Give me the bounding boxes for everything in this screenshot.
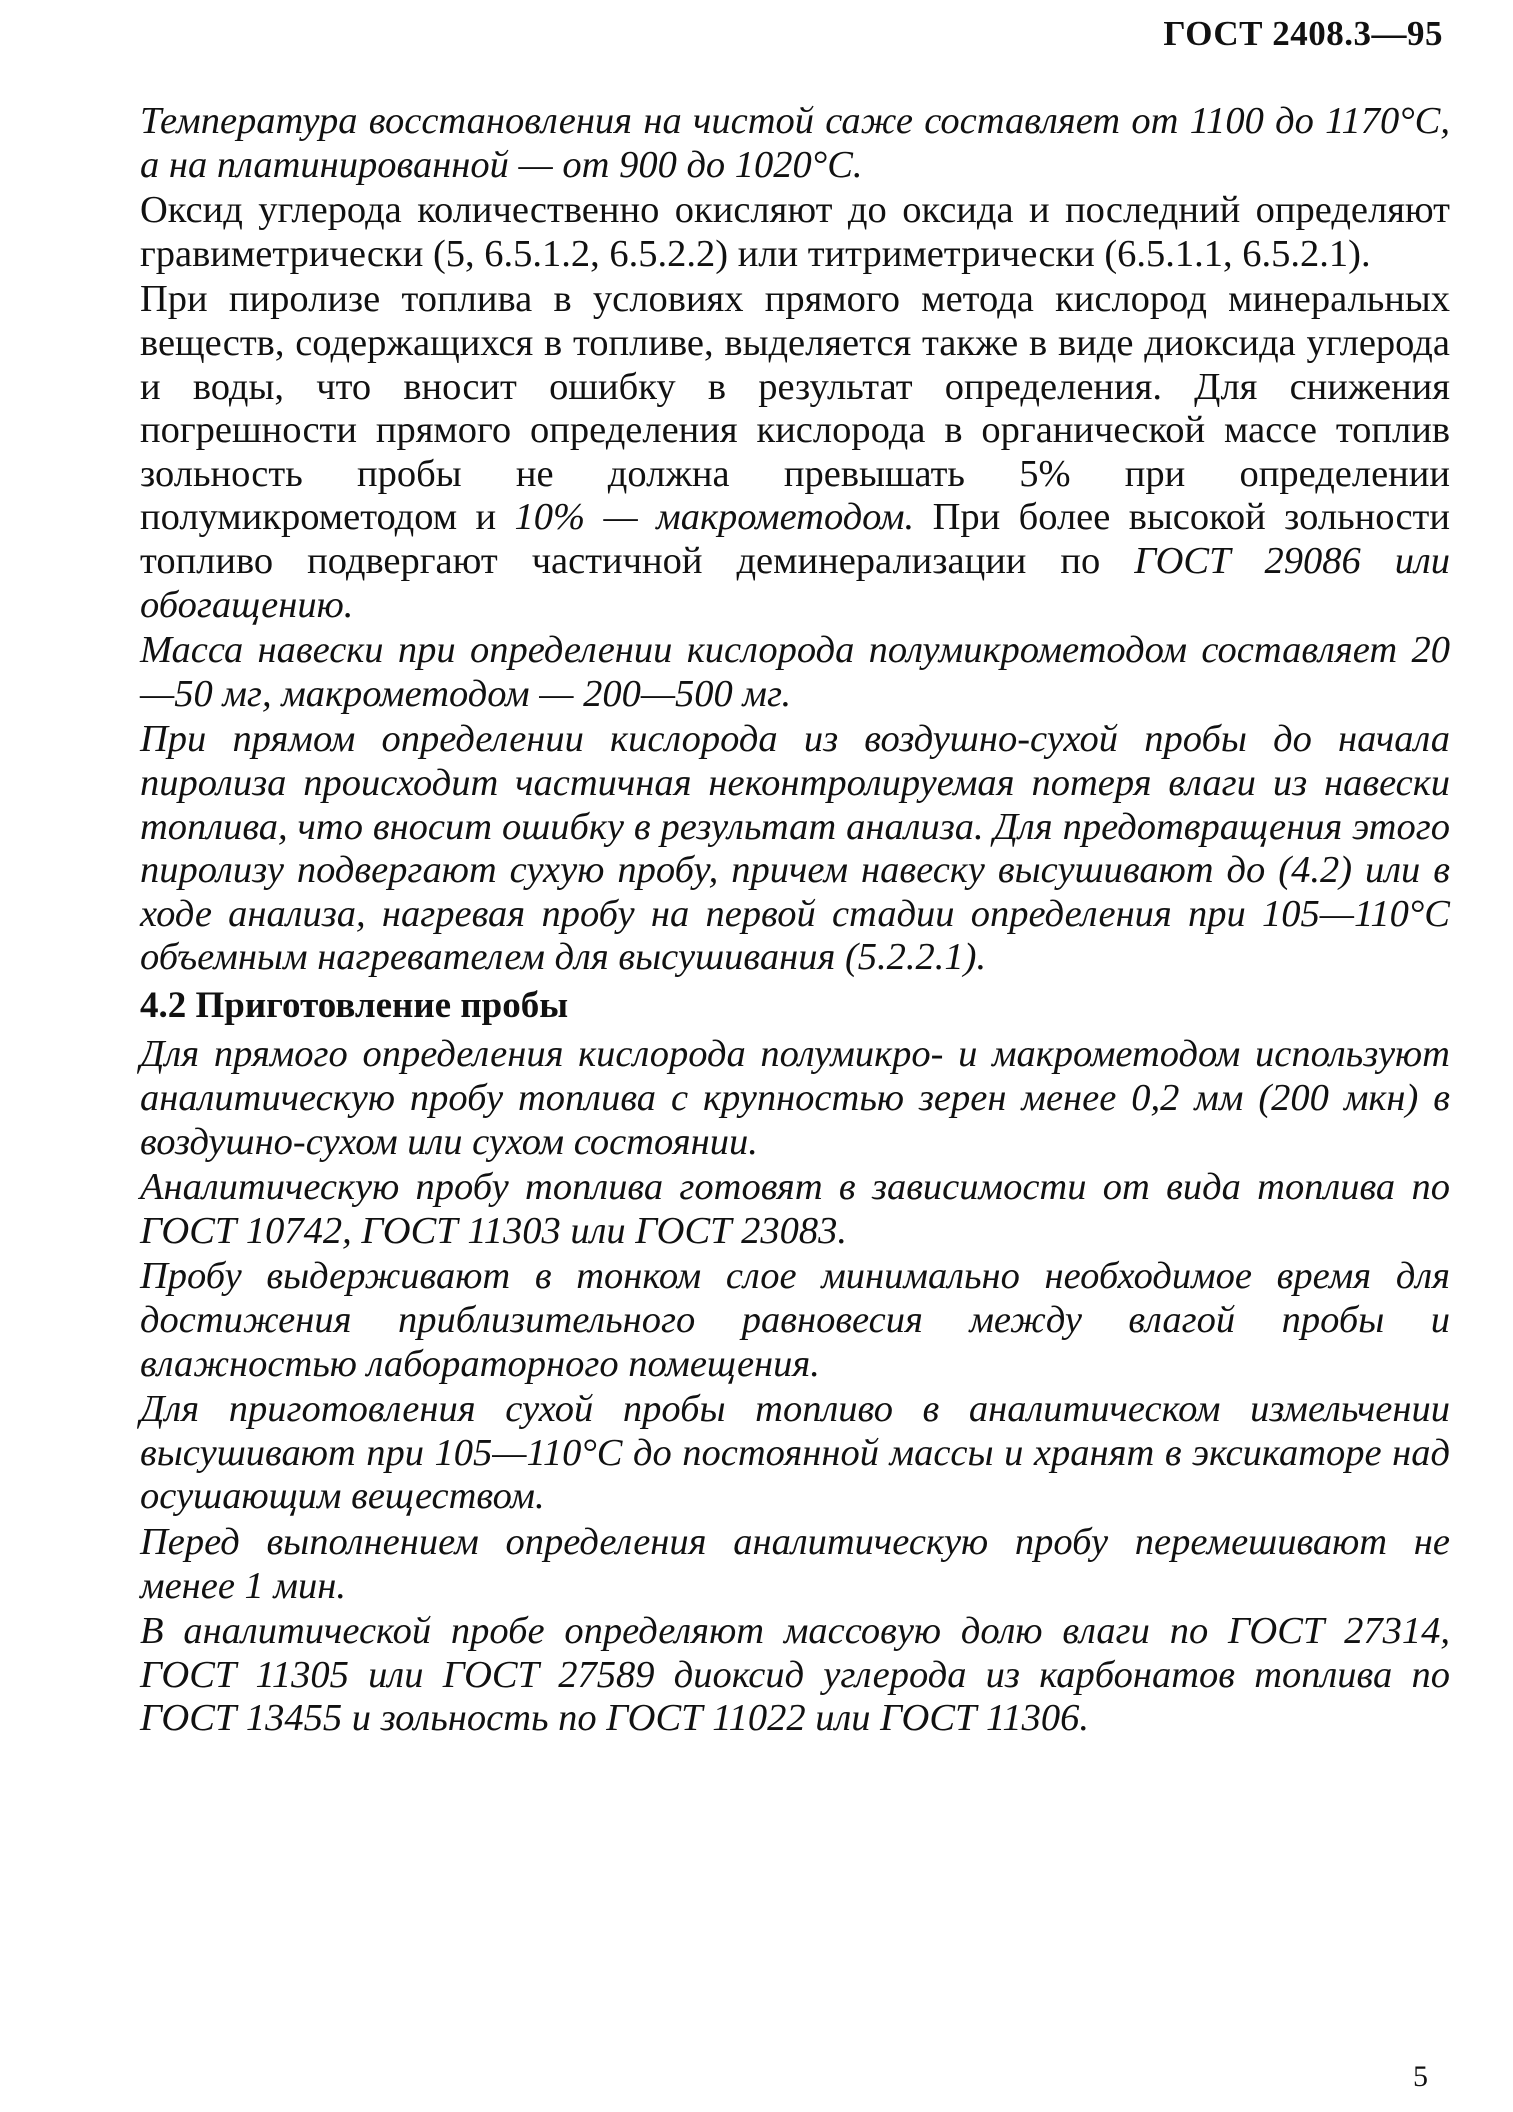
paragraph-carbon-oxide: Оксид углерода количественно окисляют до оксида и последний определяют гравиметрически (5, 6.5.1.2, 6.5.2.2) или титриметрически (6.5.1.1, 6.5.2.1). [140,189,1450,275]
paragraph-sample-mass: Масса навески при определении кислорода полумикрометодом составляет 20—50 мг, макрометодом — 200—500 мг. [140,629,1450,715]
paragraph-mixing: Перед выполнением определения аналитическую пробу перемешивают не менее 1 мин. [140,1521,1450,1607]
document-body [140,100,1450,1741]
paragraph-sample-preparation: Аналитическую пробу топлива готовят в зависимости от вида топлива по ГОСТ 10742, ГОСТ 11303 или ГОСТ 23083. [140,1166,1450,1252]
pyrolysis-text-3: При более высокой зольности топливо подвергают частичной деминерализации по [140,496,1450,582]
paragraph-moisture-determination: В аналитической пробе определяют массовую долю влаги по ГОСТ 27314, ГОСТ 11305 или ГОСТ 27589 диоксид углерода из карбонатов топлива по ГОСТ 13455 и зольность по ГОСТ 11022 или ГОСТ 11306. [140,1610,1450,1740]
paragraph-reduction-temperature: Температура восстановления на чистой саже составляет от 1100 до 1170°С, а на платинированной — от 900 до 1020°С. [140,100,1450,186]
paragraph-equilibrium: Пробу выдерживают в тонком слое минимально необходимое время для достижения приблизительного равновесия между влагой пробы и влажностью лабораторного помещения. [140,1255,1450,1385]
paragraph-analytical-sample-size: Для прямого определения кислорода полумикро- и макрометодом используют аналитическую пробу топлива с крупностью зерен менее 0,2 мм (200 мкн) в воздушно-сухом или сухом состоянии. [140,1033,1450,1163]
paragraph-air-dry-sample: При прямом определении кислорода из воздушно-сухой пробы до начала пиролиза происходит частичная неконтролируемая потеря влаги из навески топлива, что вносит ошибку в результат анализа. Для предотвращения этого пиролизу подвергают сухую пробу, причем навеску высушивают до (4.2) или в ходе анализа, нагревая пробу на первой стадии определения при 105—110°С объемным нагревателем для высушивания (5.2.2.1). [140,718,1450,979]
paragraph-pyrolysis [140,278,1450,627]
pyrolysis-text-4: ГОСТ 29086 или обогащению. [140,539,1451,626]
section-heading: 4.2 Приготовление пробы [140,984,569,1026]
page-number: 5 [1413,2060,1428,2093]
pyrolysis-text-1: При пиролизе топлива в условиях прямого метода кислород минеральных веществ, содержащихся в топливе, выделяется также в виде диоксида углерода и воды, что вносит ошибку в результат определения. Для снижения погрешности прямого определения кислорода в органической массе топлив зольность пробы не должна превышать 5% при определении полумикрометодом и [140,278,1450,539]
standard-header: ГОСТ 2408.3—95 [1163,14,1443,53]
pyrolysis-text-2: 10% — макрометодом. [514,496,915,539]
paragraph-dry-sample: Для приготовления сухой пробы топливо в аналитическом измельчении высушивают при 105—110°С до постоянной массы и хранят в эксикаторе над осушающим веществом. [140,1388,1450,1518]
